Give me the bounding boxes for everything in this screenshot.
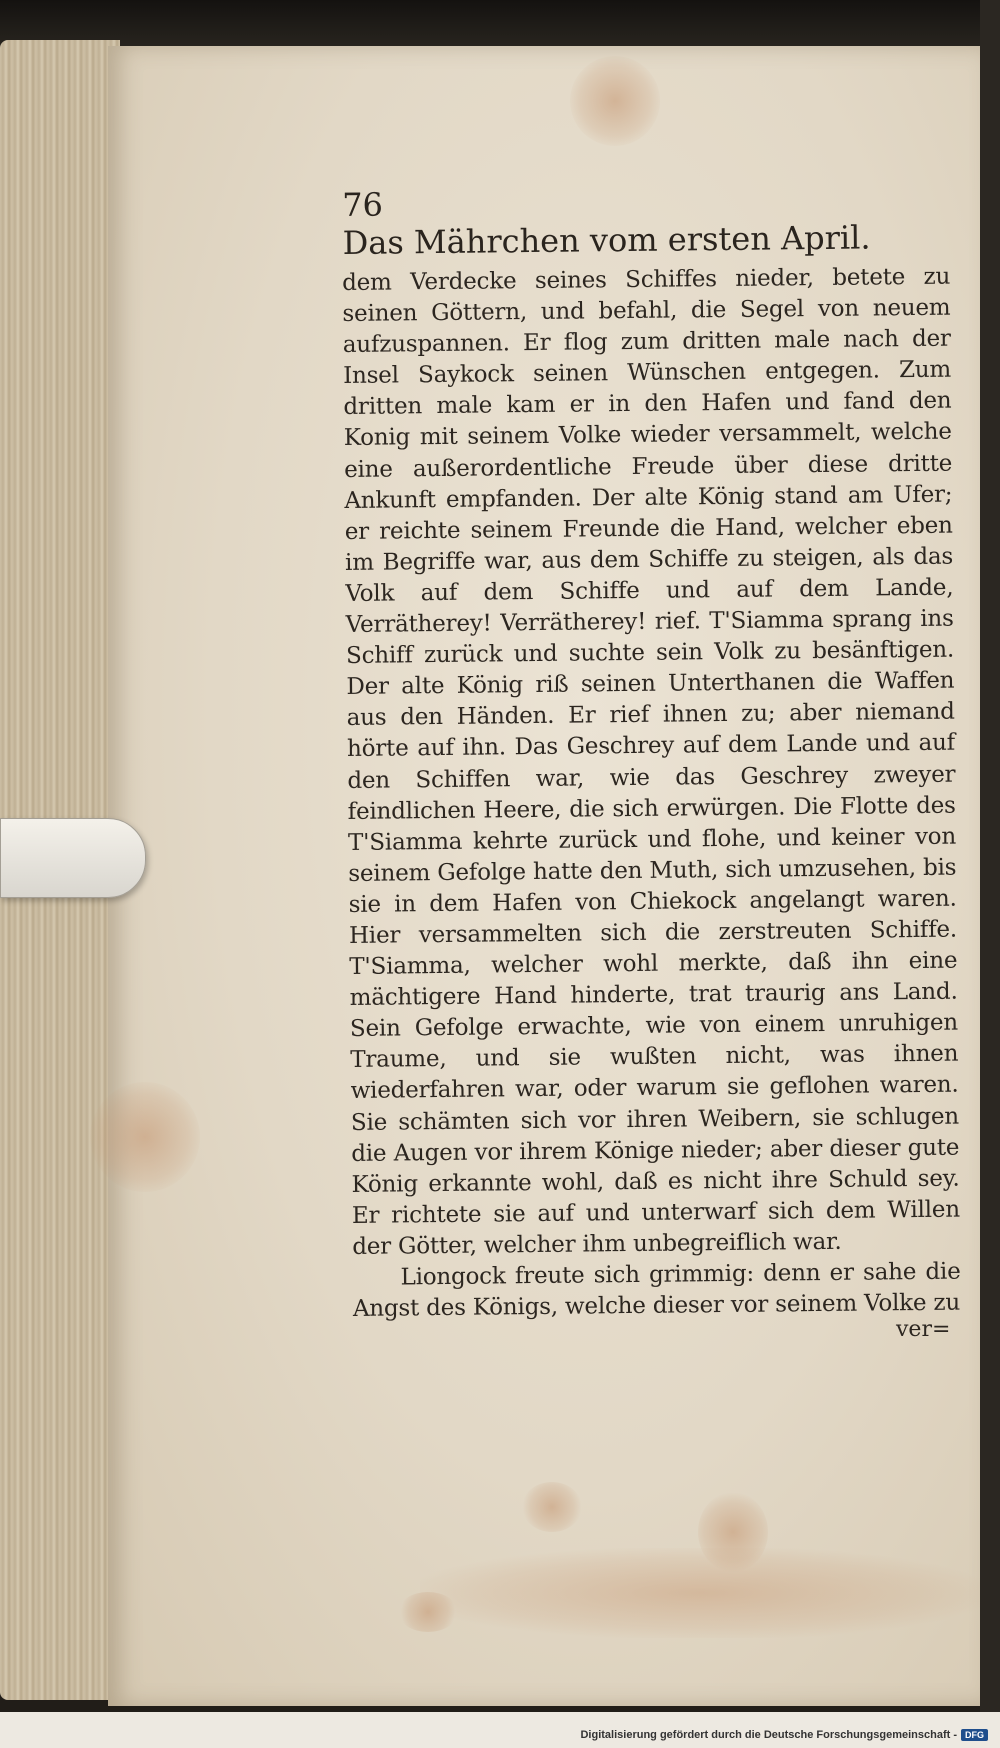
water-stain (420, 1548, 980, 1638)
foxing-stain (90, 1082, 200, 1192)
bookmark-ribbon (0, 818, 146, 898)
dfg-logo-icon: DFG (961, 1729, 988, 1741)
digitization-credit (580, 1729, 988, 1741)
paragraph: Liongock freute sich grimmig: denn er sahe die Angst des Königs, welche dieser vor seinem Volke zu (352, 1258, 961, 1323)
foxing-stain (570, 56, 660, 146)
running-title: Das Mährchen vom ersten April. (342, 218, 871, 262)
foxing-stain (522, 1482, 582, 1532)
page-number: 76 (342, 185, 384, 224)
catchword: ver= (896, 1317, 951, 1342)
paragraph: dem Verdecke seines Schiffes nieder, betete zu seinen Göttern, und befahl, die Segel von neuem aufzuspannen. Er flog zum dritten male nach der Insel Saykock seinen Wünschen entgegen. Zum dritten male kam er in den Hafen und fand den Konig mit seinem Volke wieder versammelt, welche eine außerordentliche Freude über diese dritte Ankunft empfanden. Der alte König stand am Ufer; er reichte seinem Freunde die Hand, welcher eben im Begriffe war, aus dem Schiffe zu steigen, als das Volk auf dem Schiffe und auf dem Lande, Verrätherey! Verrätherey! rief. T'Siamma sprang ins Schiff zurück und suchte sein Volk zu besänftigen. Der alte König riß seinen Unterthanen die Waffen aus den Händen. Er rief ihnen zu; aber niemand hörte auf ihn. Das Geschrey auf dem Lande und auf den Schiffen war, wie das Geschrey zweyer feindlichen Heere, die sich erwürgen. Die Flotte des T'Siamma kehrte zurück und flohe, und keiner von seinem Gefolge hatte den Muth, sich umzusehen, bis sie in dem Hafen von Chiekock angelangt waren. Hier versammelten sich die zerstreuten Schiffe. T'Siamma, welcher wohl merkte, daß ihn eine mächtigere Hand hinderte, trat traurig ans Land. Sein Gefolge erwachte, wie von einem unruhigen Traume, und sie wußten nicht, was ihnen wiederfahren war, oder warum sie geflohen waren. Sie schämten sich vor ihren Weibern, sie schlugen die Augen vor ihrem Könige nieder; aber dieser gute König erkannte wohl, daß es nicht ihre Schuld sey. Er richtete sie auf und unterwarf sich dem Willen der Götter, welcher ihm unbegreiflich war. (342, 263, 961, 1260)
scanner-background-top (0, 0, 1000, 52)
page-header (342, 180, 903, 262)
credit-text: Digitalisierung gefördert durch die Deutsche Forschungsgemeinschaft - (580, 1729, 957, 1741)
scanner-background-right (980, 0, 1000, 1748)
body-text (342, 262, 961, 1325)
